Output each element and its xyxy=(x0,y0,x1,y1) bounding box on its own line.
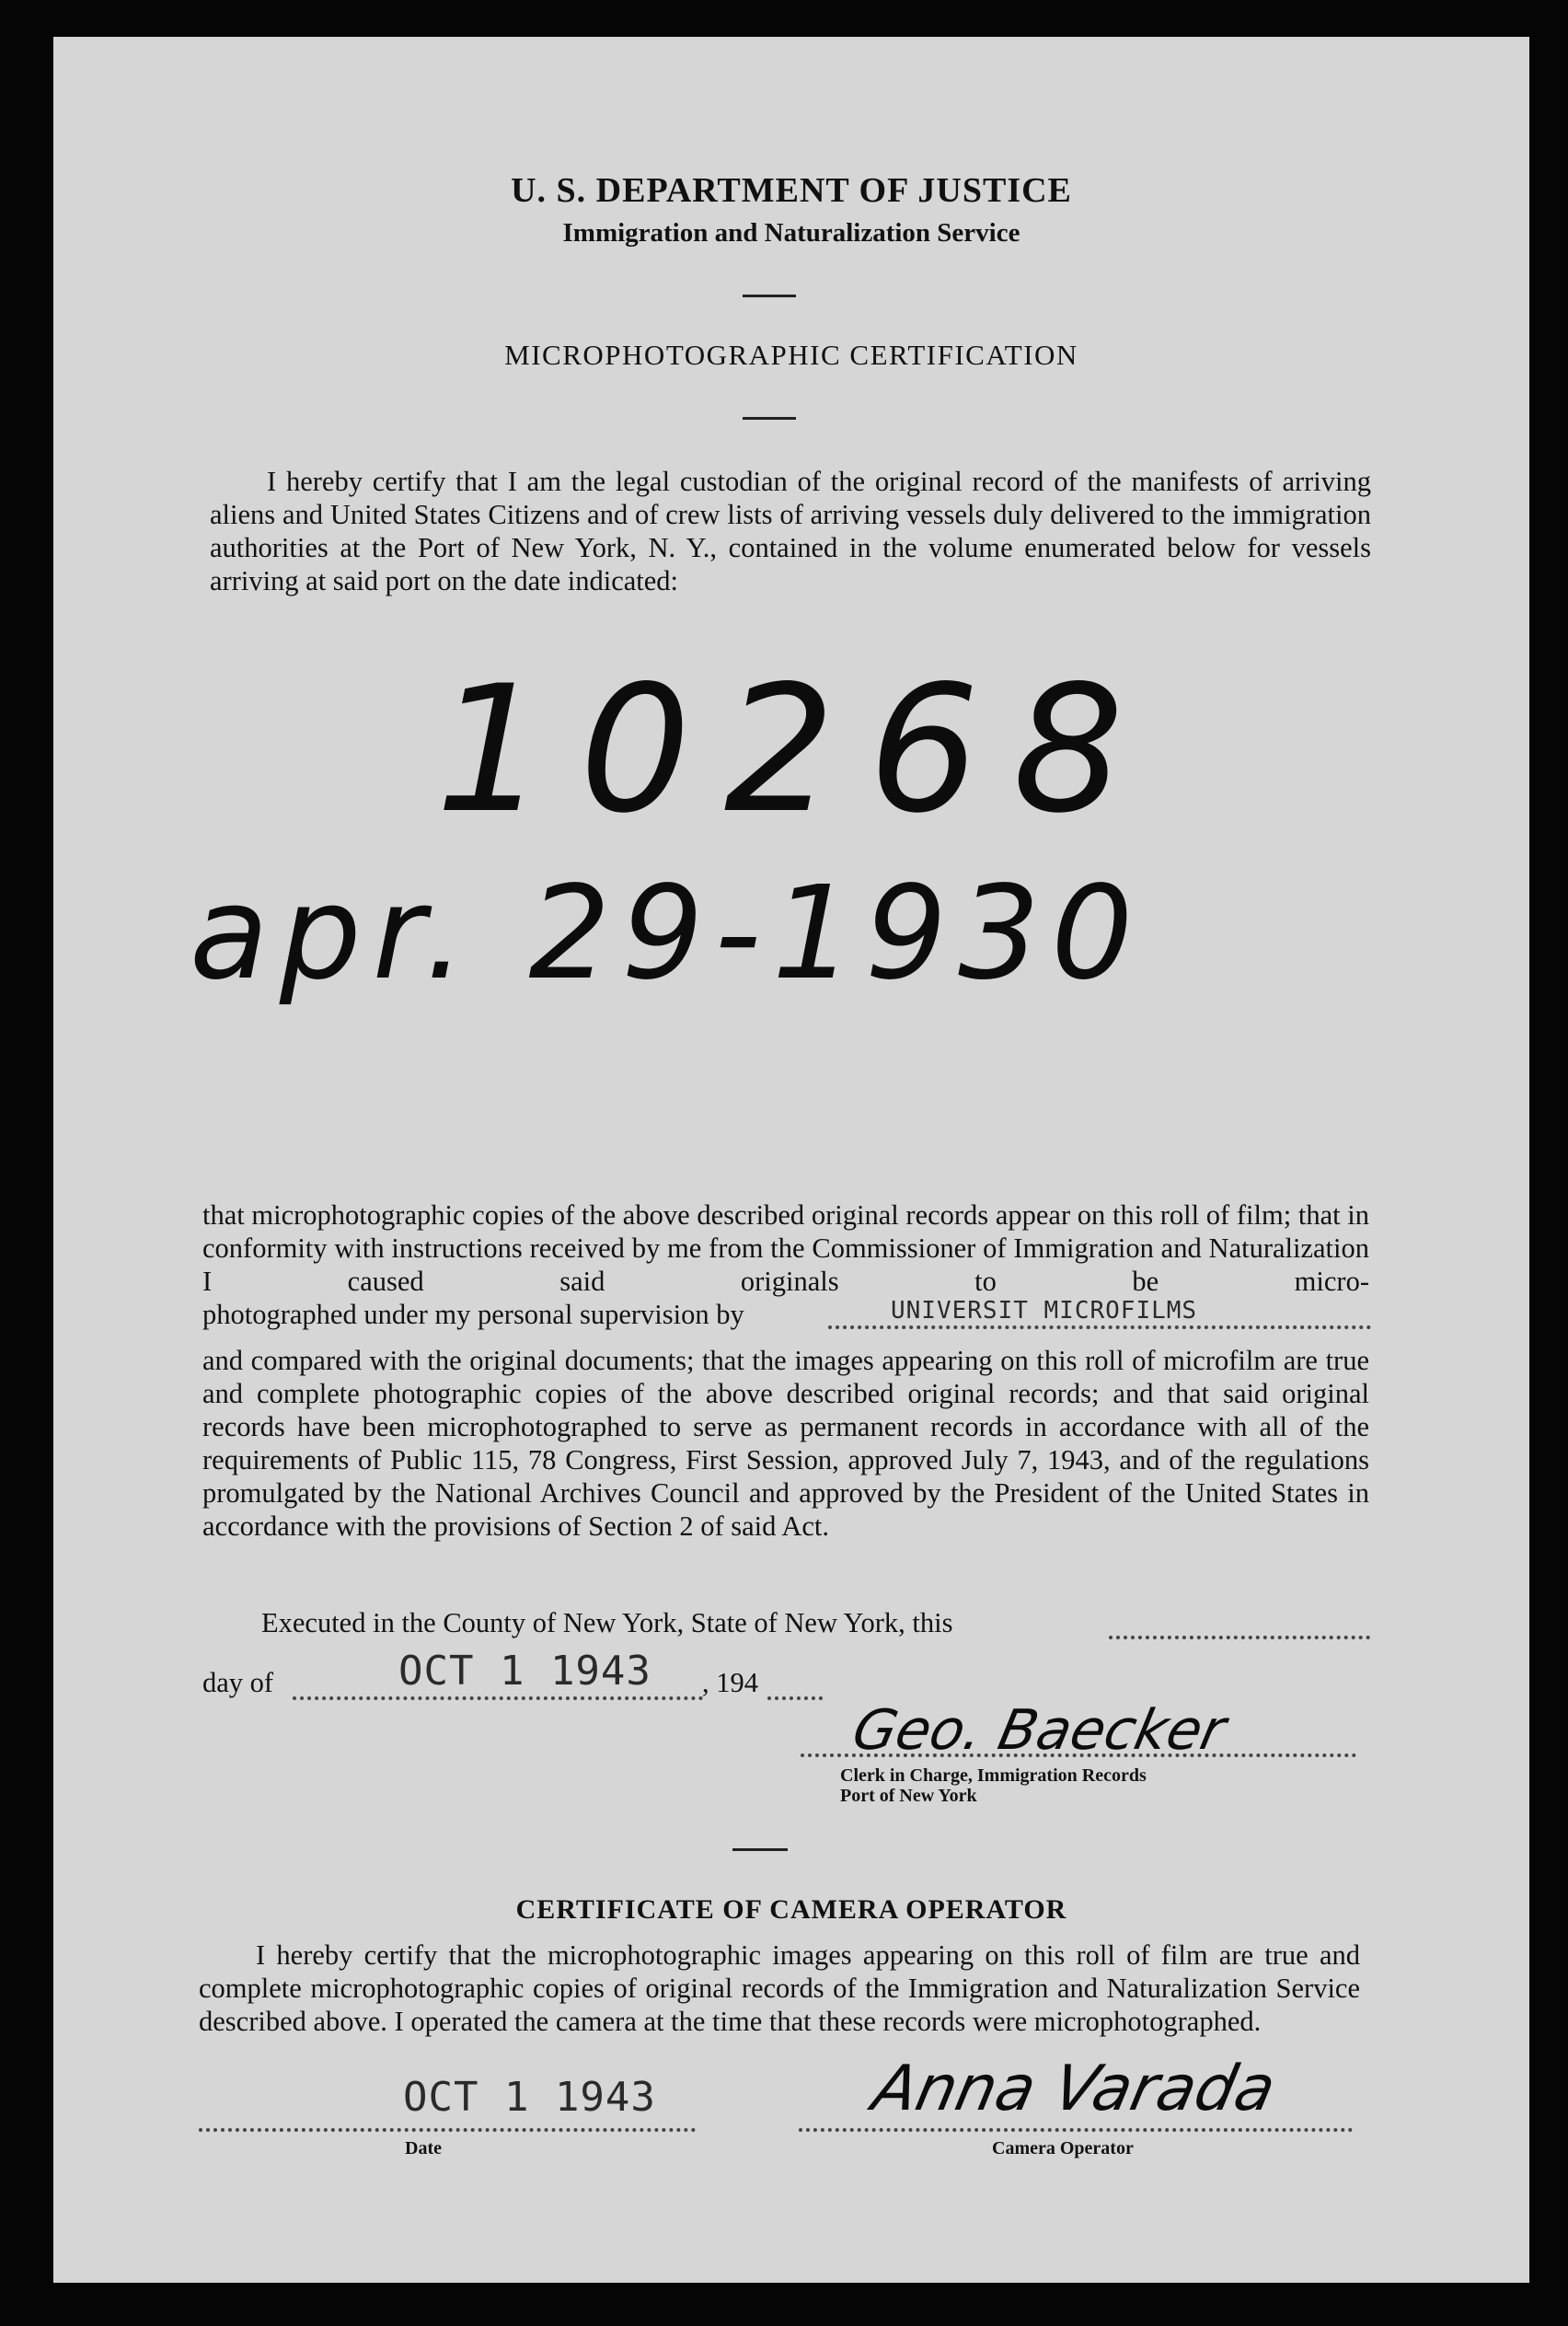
day-of-dotted-line xyxy=(293,1696,703,1700)
handwritten-arrival-date: apr. 29-1930 xyxy=(190,859,1145,1009)
body-paragraph-rest: and compared with the original documents; that the images appearing on this roll of microfilm are true and complete photographic copies of the above described original records; and that said original records have been microphotographed to serve as permanent records in accordance with all of the requirements of Public 115, 78 Congress, First Session, approved July 7, 1943, and of the regulations promulgated by the National Archives Council and approved by the President of the United States in accordance with the provisions of Section 2 of said Act. xyxy=(202,1345,1369,1542)
handwritten-volume-number: 10268 xyxy=(435,648,1158,851)
year-dotted-line xyxy=(767,1696,823,1700)
header-divider xyxy=(743,295,796,297)
camera-operator-paragraph: I hereby certify that the microphotographic images appearing on this roll of film are true and complete microphotographic copies of original records of the Immigration and Naturalization Service described above. I operated the camera at the time that these records were microphotographed. xyxy=(199,1939,1360,2037)
operator-label: Camera Operator xyxy=(992,2138,1134,2158)
title-divider xyxy=(743,417,796,420)
date-dotted-line xyxy=(199,2128,696,2132)
clerk-title: Clerk in Charge, Immigration Records xyxy=(840,1765,1147,1786)
executed-statement: Executed in the County of New York, State of New York, this xyxy=(261,1607,953,1638)
section-divider xyxy=(732,1848,788,1851)
day-of-label: day of xyxy=(202,1667,274,1698)
department-heading: U. S. DEPARTMENT OF JUSTICE xyxy=(511,171,1072,210)
intro-paragraph: I hereby certify that I am the legal custodian of the original record of the manifests of arriving aliens and United States Citizens and of crew lists of arriving vessels duly delivered to the immigration authorities at the Port of New York, N. Y., contained in the volume enumerated below for vessels arriving at said port on the date indicated: xyxy=(210,466,1371,596)
executed-day-dotted-line xyxy=(1109,1636,1370,1639)
certificate-document xyxy=(53,37,1529,2283)
clerk-signature: Geo. Baecker xyxy=(847,1698,1231,1763)
supervision-label: photographed under my personal supervision by xyxy=(202,1299,744,1330)
operator-date-stamp: OCT 1 1943 xyxy=(403,2074,656,2121)
service-subheading: Immigration and Naturalization Service xyxy=(562,218,1020,248)
certification-title: MICROPHOTOGRAPHIC CERTIFICATION xyxy=(504,339,1078,371)
date-label: Date xyxy=(405,2138,442,2158)
camera-operator-title: CERTIFICATE OF CAMERA OPERATOR xyxy=(515,1894,1067,1925)
operator-signature-line xyxy=(799,2128,1353,2132)
year-suffix: , 194 xyxy=(702,1667,758,1698)
body-paragraph-intro: that microphotographic copies of the above described original records appear on this roll of film; that in conformity with instructions received by me from the Commissioner of Immigration and Naturalization I caused said originals to be micro- xyxy=(202,1199,1369,1297)
operator-signature: Anna Varada xyxy=(866,2053,1282,2125)
supervisor-stamp: UNIVERSIT MICROFILMS xyxy=(891,1297,1198,1325)
supervisor-dotted-line xyxy=(828,1325,1371,1329)
clerk-location: Port of New York xyxy=(840,1786,977,1806)
clerk-signature-line xyxy=(801,1753,1356,1757)
execution-date-stamp: OCT 1 1943 xyxy=(398,1648,651,1695)
